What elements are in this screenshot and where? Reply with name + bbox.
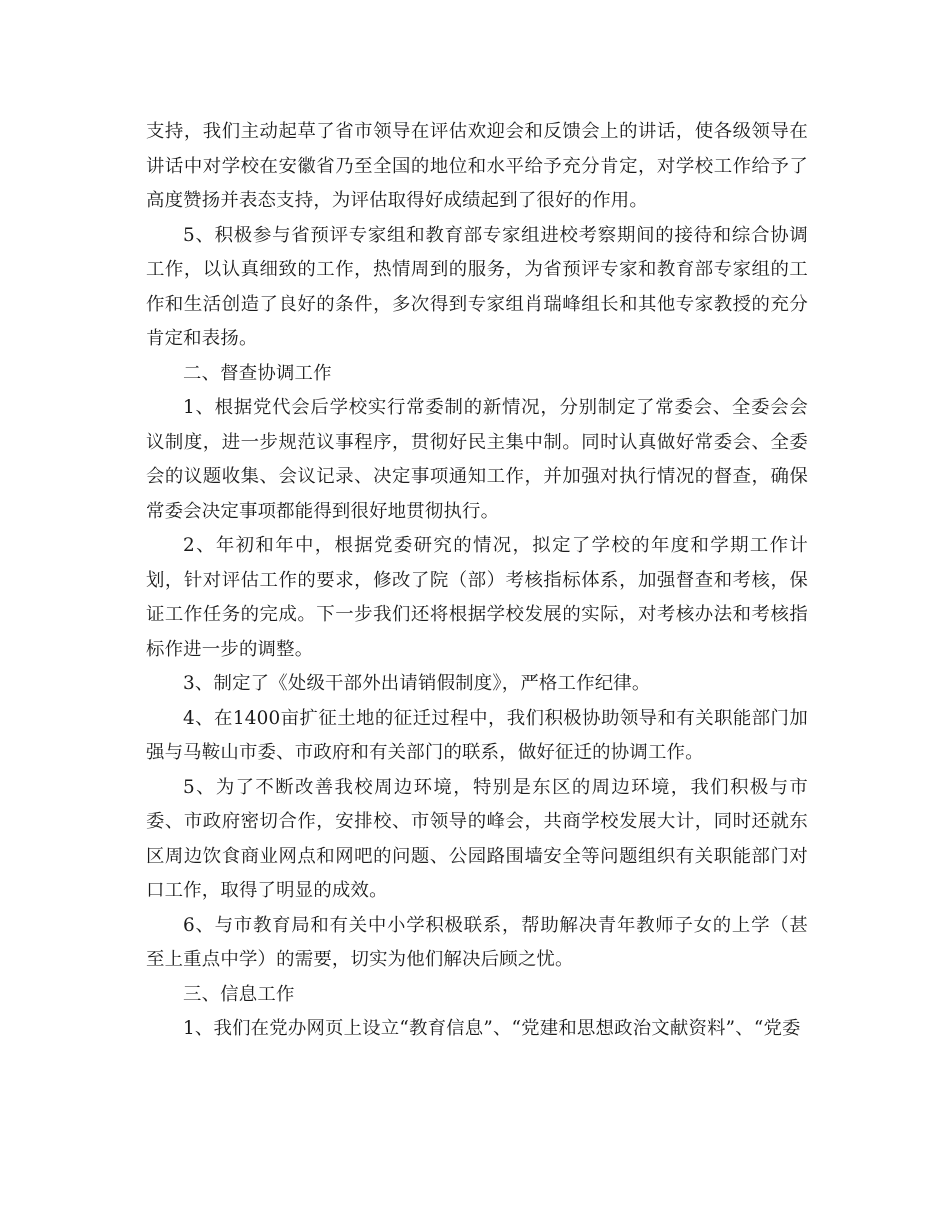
- document-body: [146, 115, 808, 1047]
- paragraph-item-5-environment: 5、为了不断改善我校周边环境，特别是东区的周边环境，我们积极与市委、市政府密切合作，安排校、市领导的峰会，共商学校发展大计，同时还就东区周边饮食商业网点和网吧的问题、公园路围墙安全等问题组织有关职能部门对口工作，取得了明显的成效。: [146, 776, 808, 901]
- paragraph-item-4-land-expansion: 4、在1400亩扩征土地的征迁过程中，我们积极协助领导和有关职能部门加强与马鞍山市委、市政府和有关部门的联系，做好征迁的协调工作。: [146, 707, 808, 763]
- paragraph-item-1-meeting-system: 1、根据党代会后学校实行常委制的新情况，分别制定了常委会、全委会会议制度，进一步规范议事程序，贯彻好民主集中制。同时认真做好常委会、全委会的议题收集、会议记录、决定事项通知工作，并加强对执行情况的督查，确保常委会决定事项都能得到很好地贯彻执行。: [146, 397, 808, 522]
- paragraph-item-5-reception: 5、积极参与省预评专家组和教育部专家组进校考察期间的接待和综合协调工作，以认真细致的工作，热情周到的服务，为省预评专家和教育部专家组的工作和生活创造了良好的条件，多次得到专家组肖瑞峰组长和其他专家教授的充分肯定和表扬。: [146, 224, 808, 349]
- paragraph-continuation: 支持，我们主动起草了省市领导在评估欢迎会和反馈会上的讲话，使各级领导在讲话中对学校在安徽省乃至全国的地位和水平给予充分肯定，对学校工作给予了高度赞扬并表态支持，为评估取得好成绩起到了很好的作用。: [146, 121, 808, 211]
- section-heading-supervision: 二、督查协调工作: [183, 362, 332, 384]
- paragraph-item-2-work-plan: 2、年初和年中，根据党委研究的情况，拟定了学校的年度和学期工作计划，针对评估工作的要求，修改了院（部）考核指标体系，加强督查和考核，保证工作任务的完成。下一步我们还将根据学校发展的实际，对考核办法和考核指标作进一步的调整。: [146, 535, 808, 660]
- section-heading-information: 三、信息工作: [183, 983, 295, 1005]
- paragraph-item-3-leave-policy: 3、制定了《处级干部外出请销假制度》，严格工作纪律。: [183, 673, 651, 694]
- paragraph-item-6-education: 6、与市教育局和有关中小学积极联系，帮助解决青年教师子女的上学（甚至上重点中学）的需要，切实为他们解决后顾之忧。: [146, 914, 808, 970]
- paragraph-item-1-website: 1、我们在党办网页上设立“教育信息”、“党建和思想政治文献资料”、“党委: [183, 1018, 801, 1039]
